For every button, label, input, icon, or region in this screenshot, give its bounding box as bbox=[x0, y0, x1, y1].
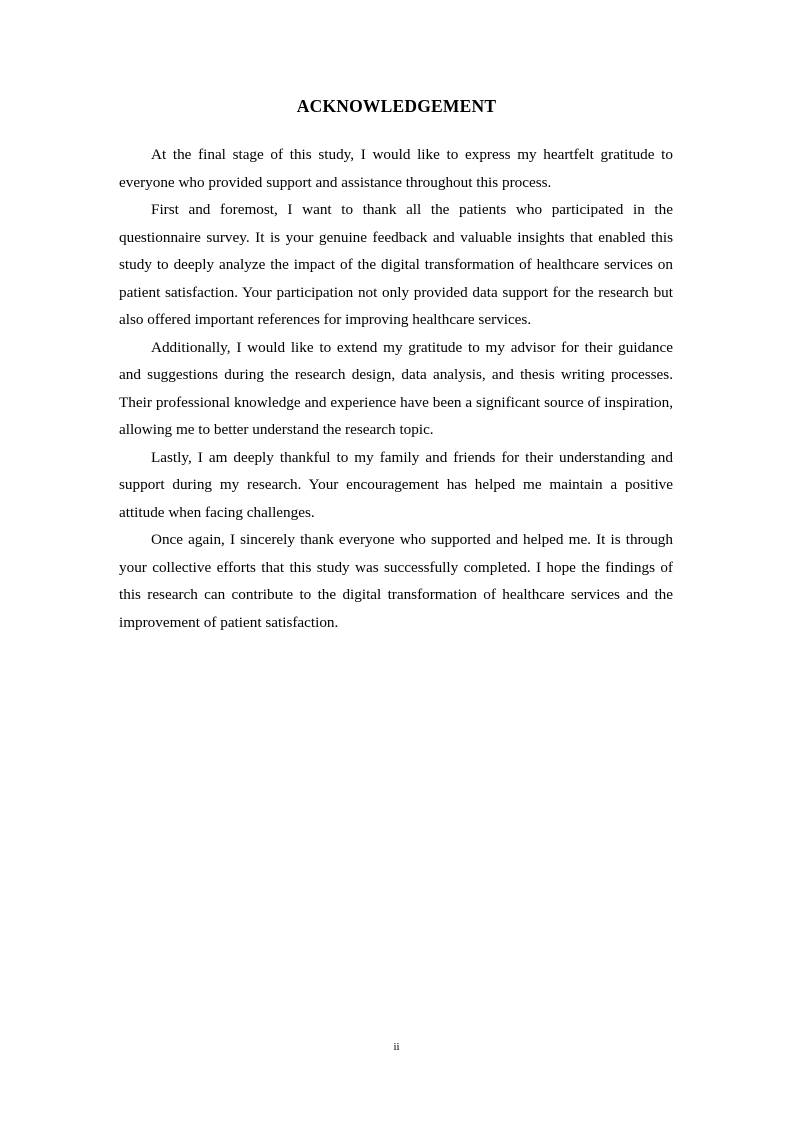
paragraph-closing-stage: At the final stage of this study, I would like to express my heartfelt gratitude to everyone who provided support and assistance throughout this process. bbox=[119, 146, 673, 191]
paragraph-advisor: Additionally, I would like to extend my gratitude to my advisor for their guidance and suggestions during the research design, data analysis, and thesis writing processes. Their professional knowledge and experience have been a significant source of inspiration, allowing me to better understand the research topic. bbox=[119, 338, 673, 438]
page-title: ACKNOWLEDGEMENT bbox=[296, 96, 497, 116]
paragraph-closing-thanks: Once again, I sincerely thank everyone who supported and helped me. It is through your collective efforts that this study was successfully completed. I hope the findings of this research can contribute to the digital transformation of healthcare services and the improvement of patient satisfaction. bbox=[119, 531, 673, 631]
acknowledgement-body bbox=[119, 141, 673, 636]
paragraph-family-friends: Lastly, I am deeply thankful to my family and friends for their understanding and support during my research. Your encouragement has helped me maintain a positive attitude when facing challenges. bbox=[119, 448, 673, 521]
paragraph-patients: First and foremost, I want to thank all the patients who participated in the questionnaire survey. It is your genuine feedback and valuable insights that enabled this study to deeply analyze the impact of the digital transformation of healthcare services on patient satisfaction. Your participation not only provided data support for the research but also offered important references for improving healthcare services. bbox=[119, 201, 673, 328]
page-number: ii bbox=[393, 1041, 400, 1053]
